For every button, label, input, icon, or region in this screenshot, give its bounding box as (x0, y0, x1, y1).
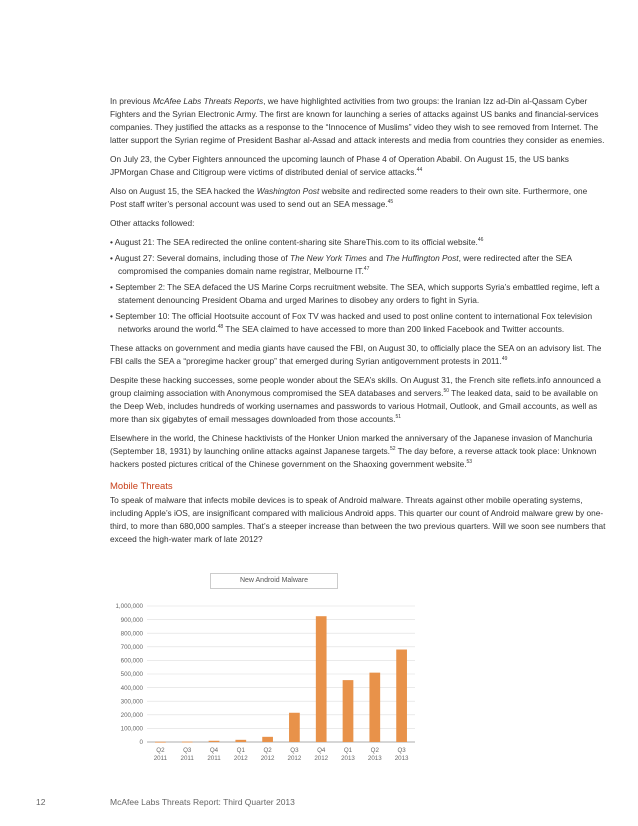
x-tick-year: 2012 (260, 755, 275, 762)
x-tick-label: Q4 (209, 747, 219, 754)
y-tick-label: 400,000 (120, 684, 143, 692)
y-tick-label: 700,000 (120, 644, 143, 651)
x-tick-label: Q2 (370, 747, 379, 754)
x-tick-year: 2013 (394, 755, 409, 762)
x-tick-label: Q1 (236, 747, 245, 754)
paragraph: Despite these hacking successes, some people wonder about the SEA’s skills. On August 31, the French site reflets.info announced a group claiming association with Anonymous compromised the SEA databases and servers.$^{50}$ The leaked data, said to be available on the Deep Web, includes hundreds of working usernames and passwords to various Hotmail, Outlook, and Gmail accounts, as well as more than six gigabytes of email messages downloaded from those accounts.$^{51}$ (110, 375, 601, 424)
y-tick-label: 1,000,000 (115, 603, 143, 611)
x-tick-year: 2011 (153, 755, 168, 762)
paragraph: Also on August 15, the SEA hacked the Washington Post website and redirected some readers to their own site. Furthermore, one Post staff writer’s personal account was used to send out an SEA message.$^{45}$ (110, 186, 588, 209)
y-tick-label: 500,000 (120, 671, 143, 679)
bar (396, 650, 407, 742)
bar (155, 742, 166, 743)
x-tick-label: Q3 (183, 747, 192, 754)
y-tick-label: 800,000 (120, 630, 143, 638)
page-number: 12 (36, 797, 46, 807)
x-tick-label: Q3 (397, 747, 406, 754)
x-tick-label: Q4 (317, 747, 326, 754)
list-item: • August 27: Several domains, including those of The New York Times and The Huffington Post, were redirected after the SEA compromised the companies domain name registrar, Melbourne IT.$^{47}$ (110, 253, 572, 276)
x-tick-year: 2011 (207, 755, 221, 762)
y-tick-label: 900,000 (120, 616, 143, 624)
bar (289, 713, 300, 742)
y-tick-label: 600,000 (120, 657, 143, 665)
bar (343, 680, 354, 742)
bar (316, 616, 327, 742)
x-tick-year: 2012 (233, 755, 248, 762)
paragraph: Elsewhere in the world, the Chinese hacktivists of the Honker Union marked the anniversary of the Japanese invasion of Manchuria (September 18, 1931) by launching online attacks against Japanese targets.$^{52}$ The day before, a reverse attack took place: Unknown hackers posted pictures critical of the Chinese government on the Shaoxing government website.$^{53}$ (110, 433, 597, 469)
x-tick-year: 2013 (341, 755, 355, 762)
y-tick-label: 100,000 (120, 725, 143, 733)
paragraph: On July 23, the Cyber Fighters announced the upcoming launch of Phase 4 of Operation Ababil. On August 15, the US banks JPMorgan Chase and Citigroup were victims of distributed denial of service attacks.$^{44}$ (110, 154, 569, 177)
chart-title: New Android Malware (210, 573, 338, 589)
x-tick-label: Q1 (343, 747, 353, 754)
x-tick-year: 2013 (367, 755, 382, 762)
paragraph: These attacks on government and media giants have caused the FBI, on August 30, to officially place the SEA on an advisory list. The FBI calls the SEA a “proregime hacker group” that emerged during Syrian antigovernment protests in 2011.49 (110, 343, 602, 366)
paragraph: In previous McAfee Labs Threats Reports, we have highlighted activities from two groups: the Iranian Izz ad-Din al-Qassam Cyber Fighters and the Syrian Electronic Army. The first are known for launching a series of attacks against US banks and financial-services companies. They justified the attacks as a response to the “Innocence of Muslims” video they wish to see removed from Internet. The latter support the Syrian regime of President Bashar al-Assad and attack interests and media from countries they consider as enemies. (110, 96, 605, 145)
paragraph: Other attacks followed: (110, 218, 195, 228)
bar (235, 740, 246, 742)
bar (182, 742, 193, 743)
x-tick-year: 2012 (287, 755, 302, 762)
x-tick-label: Q2 (156, 747, 165, 754)
list-item: • August 21: The SEA redirected the online content-sharing site ShareThis.com to its official website.$^{46}$ (110, 237, 484, 247)
x-tick-label: Q3 (290, 747, 299, 754)
bar (209, 741, 220, 742)
x-tick-year: 2012 (314, 755, 329, 762)
y-tick-label: 300,000 (120, 698, 143, 706)
list-item: • September 10: The official Hootsuite account of Fox TV was hacked and used to post online content to international Fox television networks around the world.$^{48}$ The SEA claimed to have accessed to more than 200 linked Facebook and Twitter accounts. (110, 311, 593, 334)
y-tick-label: 200,000 (120, 712, 143, 719)
list-item: • September 2: The SEA defaced the US Marine Corps recruitment website. The SEA, which supports Syria’s embattled regime, left a statement denouncing President Obama and urged Marines to disobey any orders to fight in Syria. (110, 282, 600, 305)
x-tick-year: 2011 (180, 755, 194, 762)
x-tick-label: Q2 (263, 747, 272, 754)
section-heading-mobile-threats: Mobile Threats (110, 481, 173, 492)
bar (369, 673, 380, 742)
article-body (110, 95, 606, 552)
footer-title: McAfee Labs Threats Report: Third Quarter 2013 (110, 797, 295, 807)
y-tick-label: 0 (139, 739, 143, 747)
bar (262, 737, 273, 742)
paragraph: To speak of malware that infects mobile devices is to speak of Android malware. Threats against other mobile operating systems, including Apple’s iOS, are insignificant compared with malicious Android apps. This quarter our count of Android malware grew by one-third, to more than 680,000 samples. That’s a steeper increase than between the two previous quarters. Will we soon see numbers that exceed the high-water mark of late 2012? (110, 495, 606, 544)
